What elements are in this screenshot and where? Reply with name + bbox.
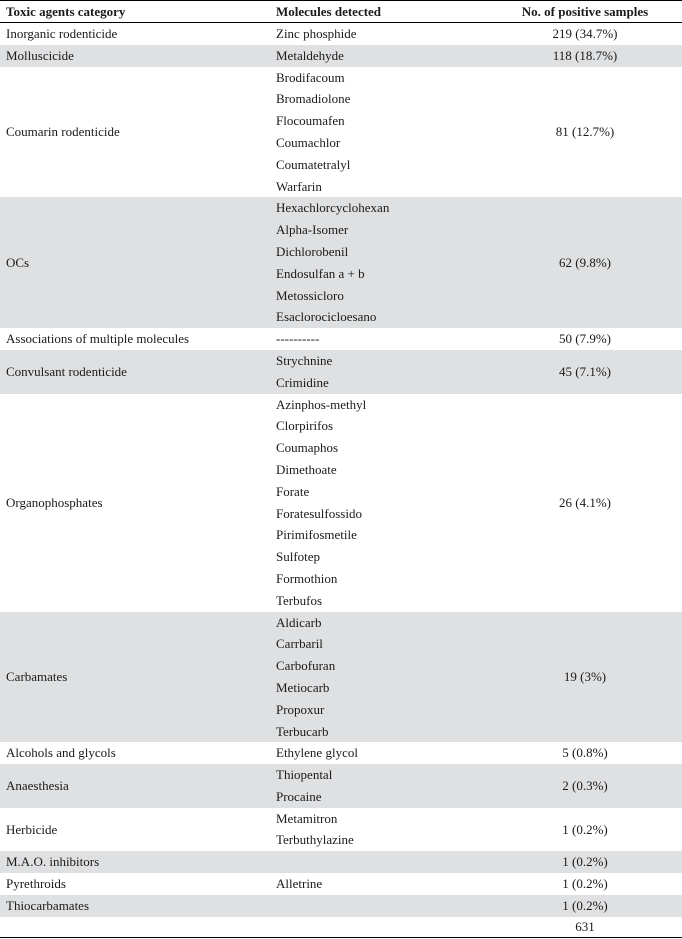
table-header <box>0 1 682 23</box>
total-value: 631 <box>488 917 682 938</box>
molecule-item: Aldicarb <box>276 614 322 630</box>
table-row <box>0 742 682 764</box>
molecule-item: Terbufos <box>276 592 323 608</box>
molecule-item: Thiopental <box>276 767 333 783</box>
positive-samples-cell: 26 (4.1%) <box>559 494 611 510</box>
molecule-item: Propoxur <box>276 701 325 717</box>
molecule-item: Strychnine <box>276 352 333 368</box>
table-row <box>0 895 682 917</box>
table-row <box>0 394 682 612</box>
category-cell: OCs <box>0 197 270 328</box>
molecule-item: Formothion <box>276 570 338 586</box>
table-row <box>0 350 682 394</box>
molecule-item: Carbofuran <box>276 658 336 674</box>
molecules-cell <box>270 45 488 67</box>
table-row <box>0 808 682 852</box>
category-cell: Molluscicide <box>0 45 270 67</box>
total-empty-cell <box>0 917 270 938</box>
molecule-item: Pirimifosmetile <box>276 527 357 543</box>
molecules-cell <box>270 328 488 350</box>
molecule-item: Zinc phosphide <box>276 26 357 41</box>
molecule-empty <box>276 895 488 917</box>
molecule-item: Flocoumafen <box>276 113 345 129</box>
positive-samples-cell: 5 (0.8%) <box>562 745 608 761</box>
molecule-item: Bromadiolone <box>276 91 351 107</box>
category-cell: Convulsant rodenticide <box>0 350 270 394</box>
table-row <box>0 873 682 895</box>
total-empty-cell <box>270 917 488 938</box>
table-body <box>0 23 682 938</box>
molecules-cell <box>270 67 488 198</box>
molecule-item: Warfarin <box>276 178 322 194</box>
molecule-item: Esaclorocicloesano <box>276 309 377 325</box>
positive-samples-cell: 1 (0.2%) <box>488 895 682 917</box>
molecule-item: Coumatetralyl <box>276 156 351 172</box>
table-row <box>0 851 682 873</box>
category-cell: Organophosphates <box>6 494 103 510</box>
molecules-cell <box>270 808 488 852</box>
molecule-item: Metossicloro <box>276 287 344 303</box>
molecules-cell <box>270 764 488 808</box>
molecule-item: Endosulfan a + b <box>276 265 365 281</box>
header-molecules: Molecules detected <box>270 1 488 23</box>
molecule-item: Procaine <box>276 788 322 804</box>
table-row <box>0 197 682 328</box>
category-cell: Coumarin rodenticide <box>6 124 120 140</box>
header-samples: No. of positive samples <box>488 1 682 23</box>
molecules-cell <box>270 350 488 394</box>
molecule-item: Ethylene glycol <box>276 745 358 761</box>
molecule-item: ---------- <box>276 331 320 347</box>
positive-samples-cell: 2 (0.3%) <box>488 764 682 808</box>
molecule-item: Alletrine <box>276 876 323 892</box>
positive-samples-cell: 50 (7.9%) <box>559 331 611 347</box>
molecules-cell <box>270 851 488 873</box>
molecule-item: Azinphos-methyl <box>276 396 367 412</box>
molecule-item: Metaldehyde <box>276 47 344 63</box>
positive-samples-cell: 118 (18.7%) <box>488 45 682 67</box>
category-cell: Carbamates <box>0 612 270 743</box>
molecule-item: Metiocarb <box>276 679 330 695</box>
molecules-cell <box>270 23 488 45</box>
table-row <box>0 23 682 45</box>
molecule-item: Coumachlor <box>276 134 341 150</box>
molecules-cell <box>270 394 488 612</box>
header-category: Toxic agents category <box>0 1 270 23</box>
molecule-item: Carrbaril <box>276 636 323 652</box>
molecule-item: Dimethoate <box>276 461 337 477</box>
positive-samples-cell: 45 (7.1%) <box>488 350 682 394</box>
molecule-item: Foratesulfossido <box>276 505 362 521</box>
molecule-item: Forate <box>276 483 310 499</box>
positive-samples-cell: 1 (0.2%) <box>562 876 608 892</box>
category-cell: Herbicide <box>6 821 58 837</box>
molecule-item: Crimidine <box>276 374 329 390</box>
positive-samples-cell: 1 (0.2%) <box>562 821 608 837</box>
molecule-item: Metamitron <box>276 810 338 826</box>
positive-samples-cell: 62 (9.8%) <box>488 197 682 328</box>
positive-samples-cell: 1 (0.2%) <box>488 851 682 873</box>
molecule-item: Hexachlorcyclohexan <box>276 200 390 216</box>
table-row <box>0 67 682 198</box>
table-row <box>0 328 682 350</box>
category-cell: Inorganic rodenticide <box>6 26 118 41</box>
category-cell: M.A.O. inhibitors <box>0 851 270 873</box>
positive-samples-cell: 219 (34.7%) <box>552 26 618 41</box>
molecule-item: Brodifacoum <box>276 69 345 85</box>
total-row <box>0 917 682 938</box>
molecule-item: Sulfotep <box>276 549 321 565</box>
molecules-cell <box>270 742 488 764</box>
table-row <box>0 764 682 808</box>
molecule-item: Alpha-Isomer <box>276 222 349 238</box>
molecule-item: Terbucarb <box>276 723 329 739</box>
molecules-cell <box>270 197 488 328</box>
table-row <box>0 45 682 67</box>
molecule-item: Terbuthylazine <box>276 832 354 848</box>
category-cell: Anaesthesia <box>0 764 270 808</box>
molecule-item: Coumaphos <box>276 440 339 456</box>
category-cell: Associations of multiple molecules <box>6 331 190 347</box>
header-row <box>0 1 682 23</box>
positive-samples-cell: 81 (12.7%) <box>555 124 615 140</box>
molecules-cell <box>270 873 488 895</box>
molecule-empty <box>276 851 488 873</box>
category-cell: Pyrethroids <box>6 876 66 892</box>
positive-samples-cell: 19 (3%) <box>488 612 682 743</box>
category-cell: Thiocarbamates <box>0 895 270 917</box>
table-row <box>0 612 682 743</box>
molecule-item: Dichlorobenil <box>276 243 349 259</box>
molecule-item: Clorpirifos <box>276 418 334 434</box>
molecules-cell <box>270 895 488 917</box>
category-cell: Alcohols and glycols <box>6 745 116 761</box>
molecules-cell <box>270 612 488 743</box>
